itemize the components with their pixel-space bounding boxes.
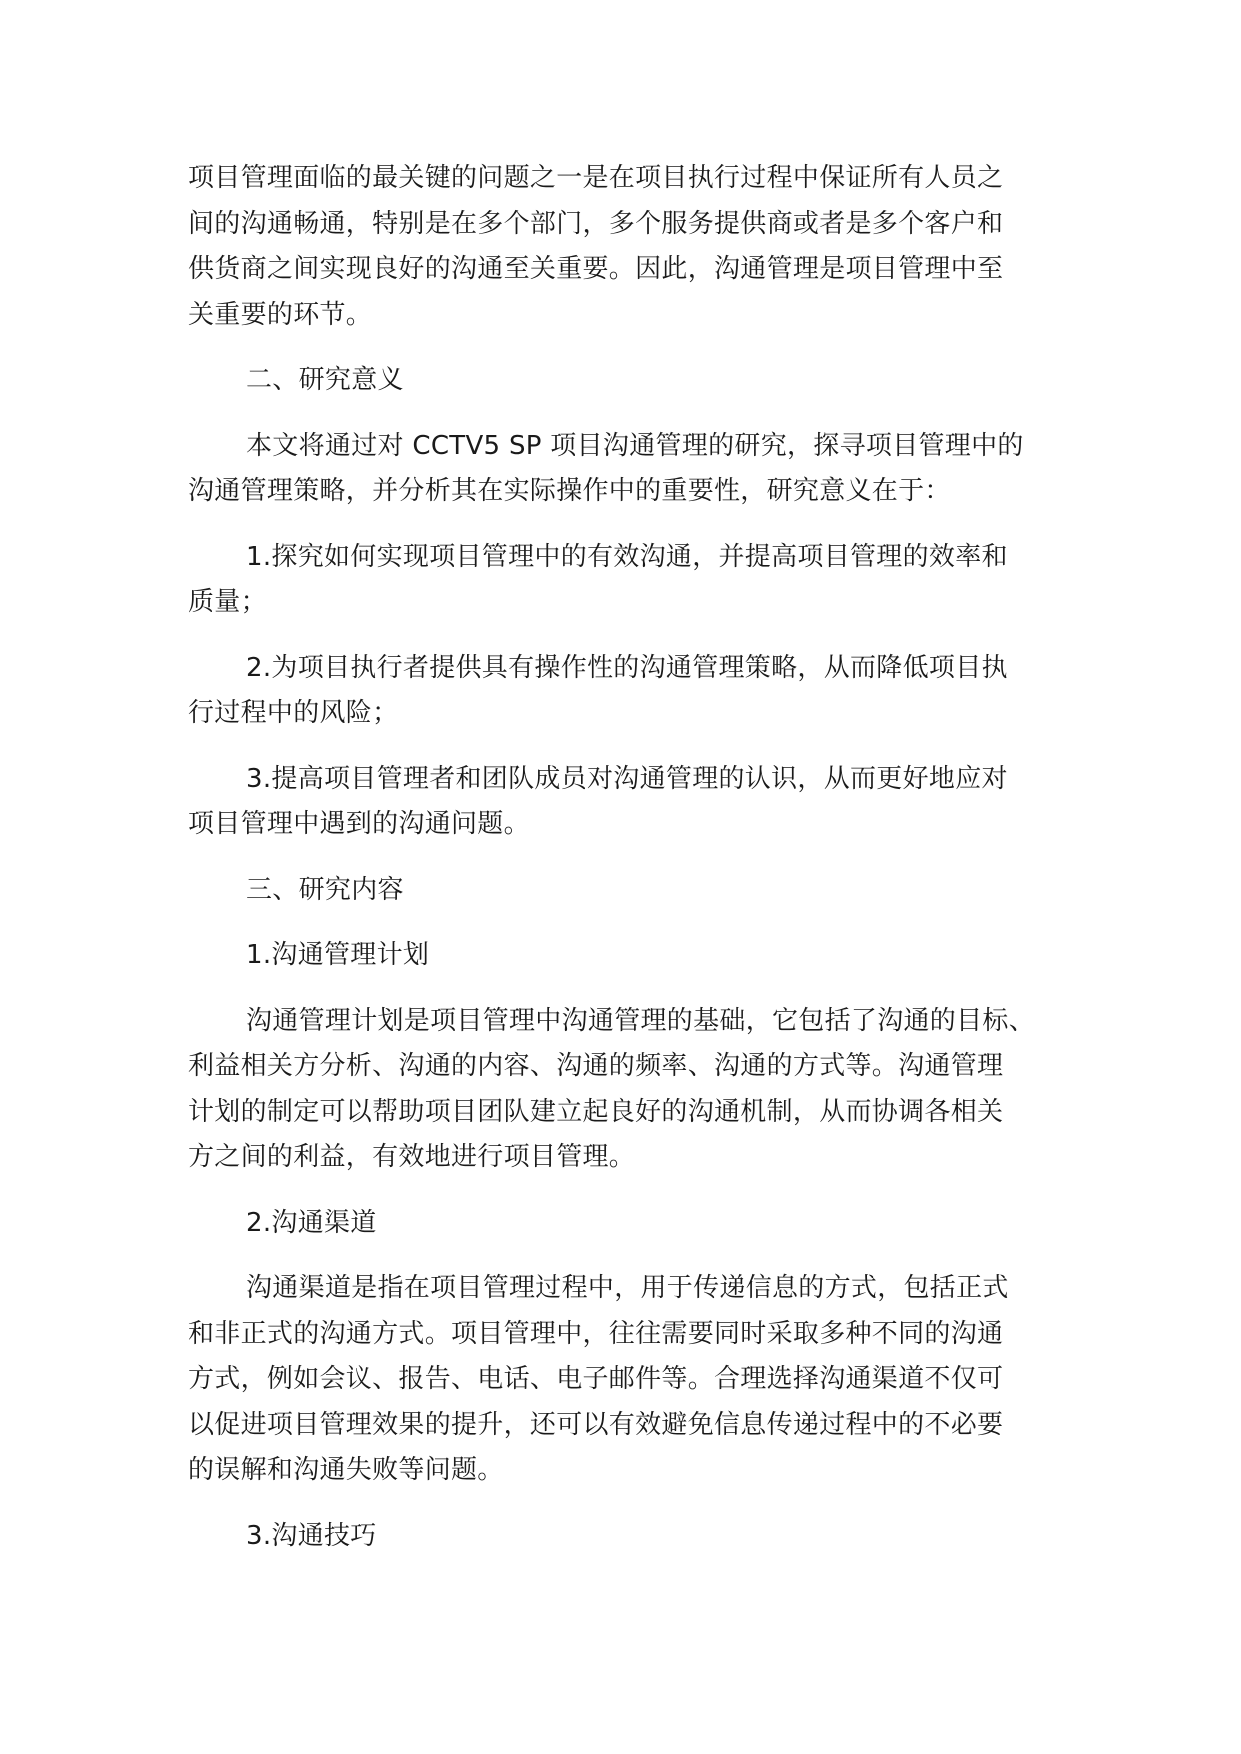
section-heading-content: [188, 868, 1068, 914]
text-line: 间的沟通畅通，特别是在多个部门，多个服务提供商或者是多个客户和: [188, 208, 1004, 239]
subheading-channel: [188, 1201, 1068, 1247]
text-line: 本文将通过对 CCTV5 SP 项目沟通管理的研究，探寻项目管理中的: [246, 430, 1024, 461]
paragraph-point-3: [188, 757, 1068, 848]
text-line: 沟通管理策略，并分析其在实际操作中的重要性，研究意义在于：: [188, 476, 951, 506]
text-line: 以促进项目管理效果的提升，还可以有效避免信息传递过程中的不必要: [188, 1409, 1004, 1440]
text-line: 方之间的利益，有效地进行项目管理。: [188, 1142, 636, 1172]
paragraph-point-2: [188, 646, 1068, 737]
text-line: 和非正式的沟通方式。项目管理中，往往需要同时采取多种不同的沟通: [188, 1318, 1004, 1349]
heading-text: 1.沟通管理计划: [246, 940, 430, 970]
text-line: 质量；: [188, 587, 267, 617]
text-line: 关重要的环节。: [188, 299, 373, 330]
text-line: 项目管理中遇到的沟通问题。: [188, 809, 530, 839]
subheading-skills: [188, 1514, 1068, 1560]
paragraph-significance: [188, 424, 1068, 515]
text-line: 1.探究如何实现项目管理中的有效沟通，并提高项目管理的效率和: [246, 541, 1008, 572]
heading-text: 三、研究内容: [246, 874, 404, 905]
text-line: 沟通管理计划是项目管理中沟通管理的基础，它包括了沟通的目标、: [246, 1005, 1036, 1036]
paragraph-point-1: [188, 535, 1068, 626]
paragraph-plan: [188, 999, 1068, 1181]
section-heading-significance: [188, 358, 1068, 404]
text-line: 计划的制定可以帮助项目团队建立起良好的沟通机制，从而协调各相关: [188, 1096, 1004, 1127]
paragraph-intro: [188, 156, 1068, 338]
text-line: 沟通渠道是指在项目管理过程中，用于传递信息的方式，包括正式: [246, 1273, 1009, 1303]
text-line: 的误解和沟通失败等问题。: [188, 1455, 504, 1485]
text-line: 方式，例如会议、报告、电话、电子邮件等。合理选择沟通渠道不仅可: [188, 1364, 1004, 1394]
text-line: 3.提高项目管理者和团队成员对沟通管理的认识，从而更好地应对: [246, 763, 1008, 794]
text-line: 行过程中的风险；: [188, 698, 399, 728]
text-line: 供货商之间实现良好的沟通至关重要。因此，沟通管理是项目管理中至: [188, 254, 1004, 284]
heading-text: 3.沟通技巧: [246, 1520, 377, 1551]
heading-text: 二、研究意义: [246, 365, 404, 395]
heading-text: 2.沟通渠道: [246, 1207, 377, 1238]
text-line: 利益相关方分析、沟通的内容、沟通的频率、沟通的方式等。沟通管理: [188, 1051, 1004, 1081]
document-body: [188, 156, 1068, 1559]
subheading-plan: [188, 933, 1068, 979]
text-line: 项目管理面临的最关键的问题之一是在项目执行过程中保证所有人员之: [188, 163, 1004, 193]
paragraph-channel: [188, 1266, 1068, 1494]
text-line: 2.为项目执行者提供具有操作性的沟通管理策略，从而降低项目执: [246, 652, 1008, 683]
